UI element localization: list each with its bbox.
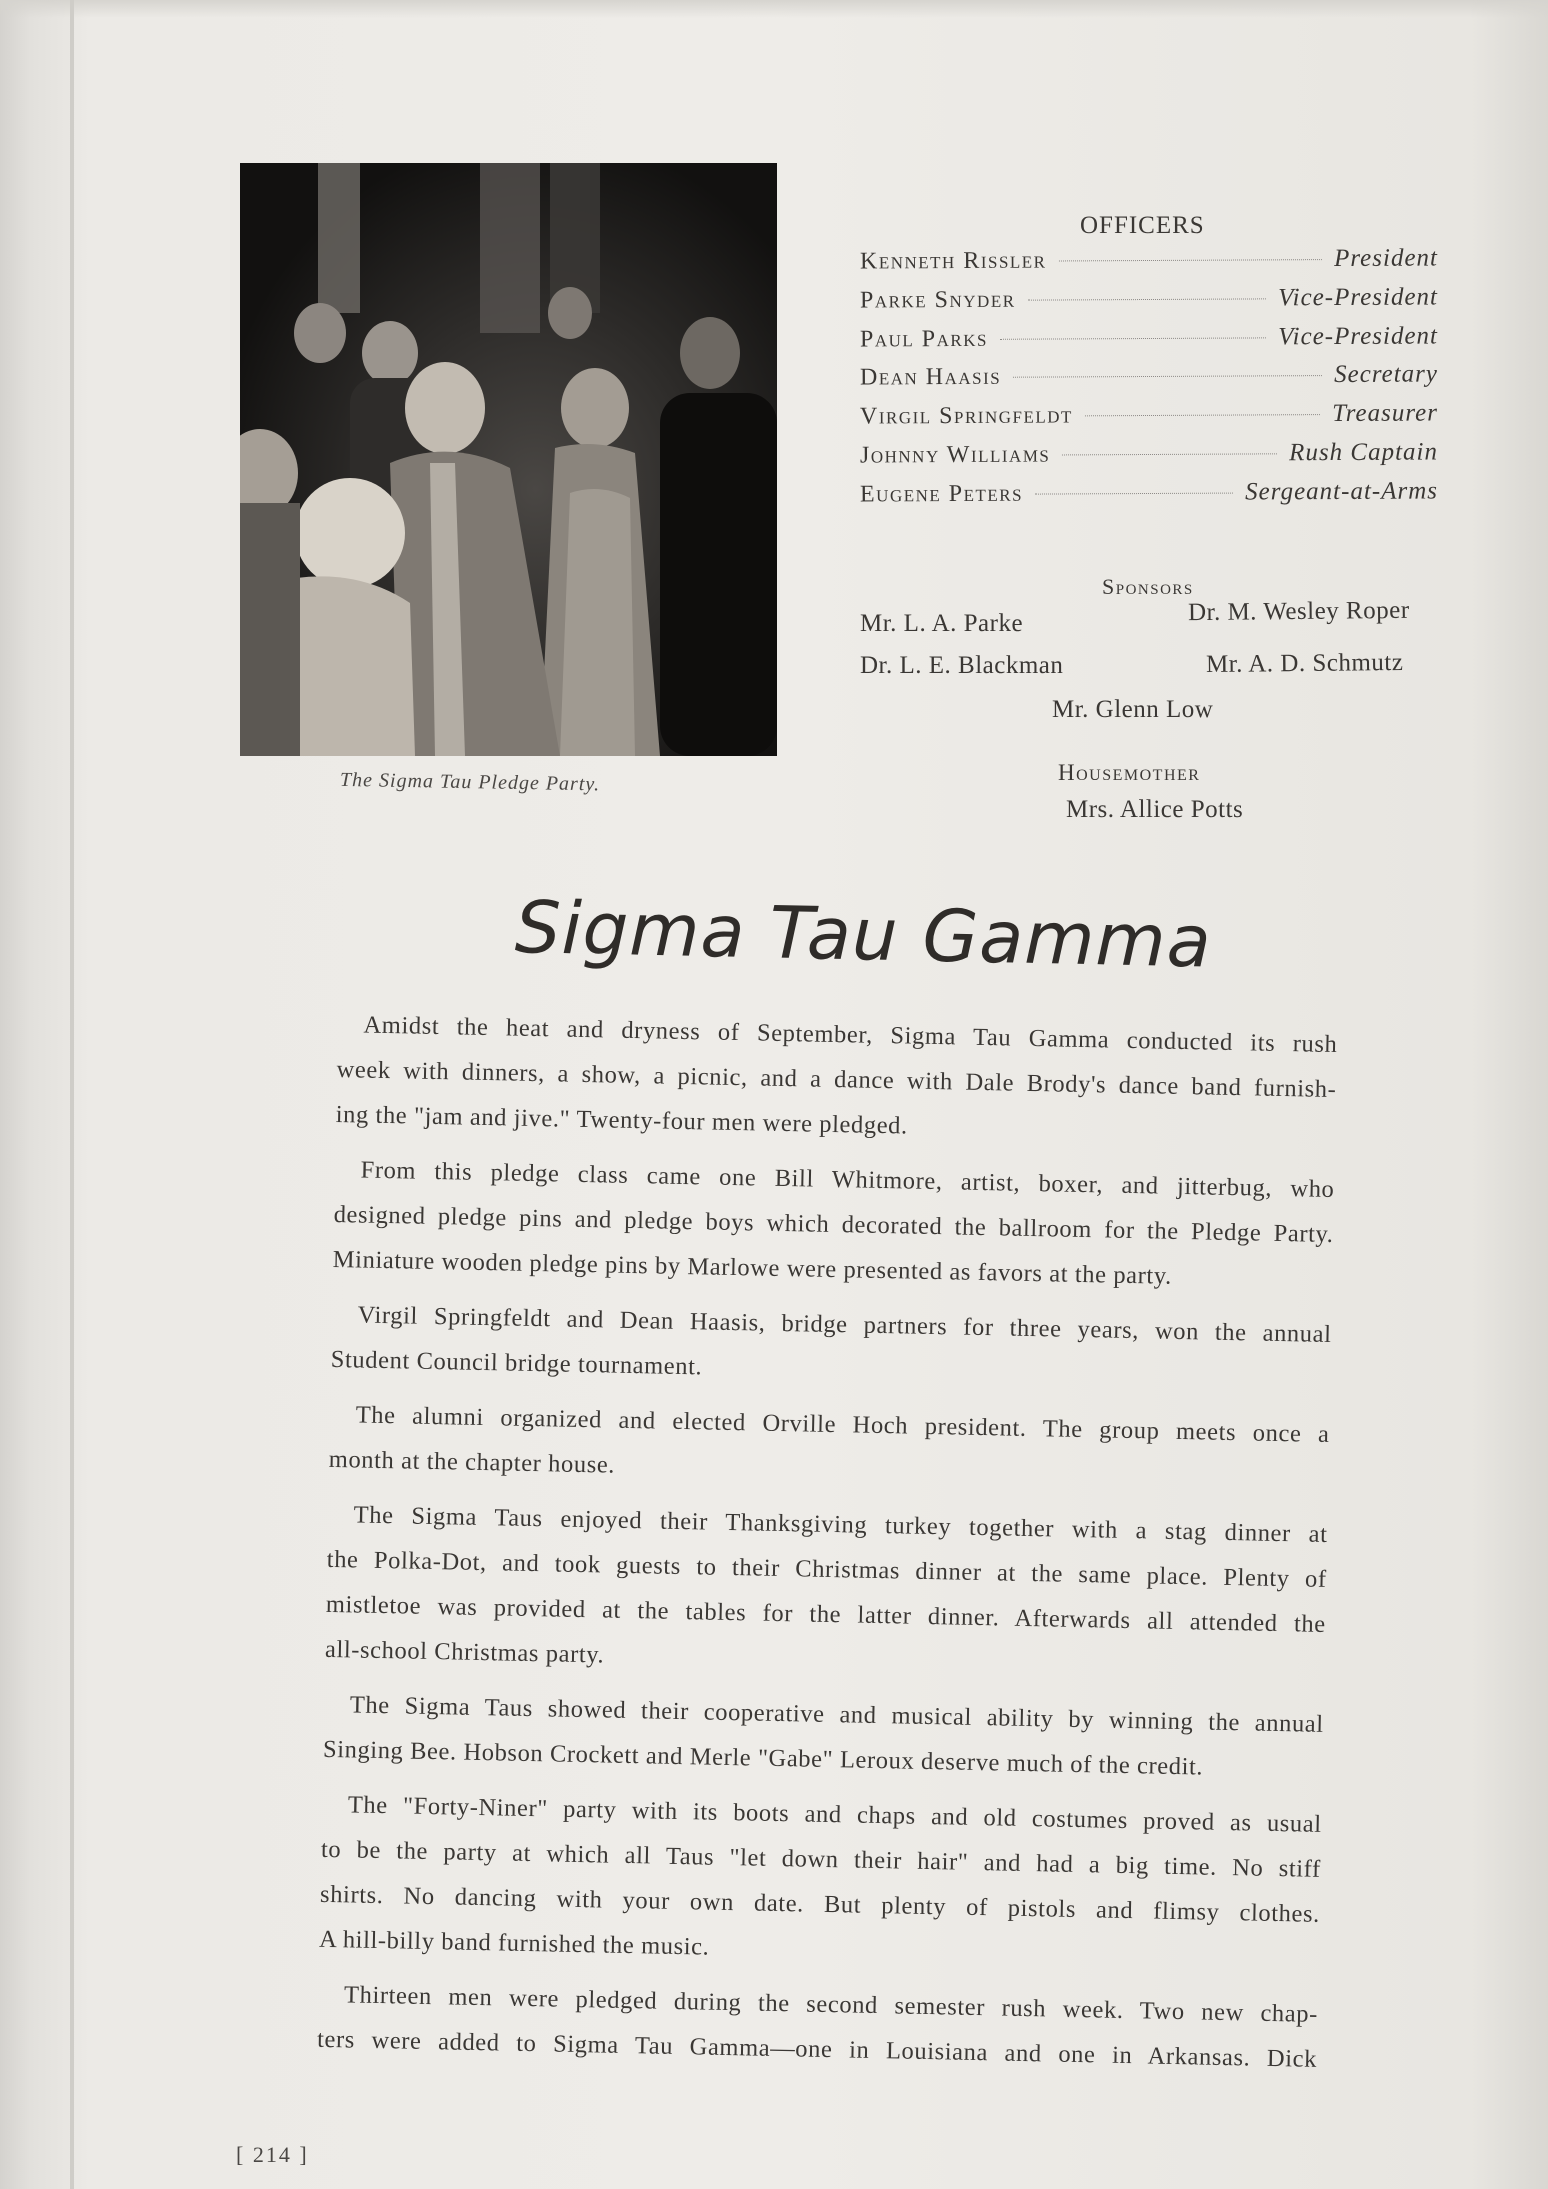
text-line: week with dinners, a show, a picnic, and a dance with Dale Brody's dance band furnish- — [336, 1055, 1337, 1104]
text-line: From this pledge class came one Bill Whitmore, artist, boxer, and jitterbug, who — [360, 1156, 1335, 1204]
text-line: all-school Christmas party. — [324, 1635, 605, 1669]
officer-title: Treasurer — [1332, 399, 1439, 428]
page-edge-left — [70, 0, 74, 2189]
sponsor-name: Mr. L. A. Parke — [860, 610, 1024, 637]
leader-dots — [1062, 453, 1277, 455]
page-edge-top — [0, 0, 1548, 18]
article-body — [317, 1002, 1338, 2092]
photo-caption: The Sigma Tau Pledge Party. — [339, 768, 601, 796]
paragraph — [325, 1492, 1328, 1692]
text-line: Amidst the heat and dryness of September, Sigma Tau Gamma conducted its rush — [363, 1011, 1338, 1059]
officer-name: Kenneth Rissler — [859, 247, 1047, 275]
officer-row — [860, 361, 1438, 403]
text-line: The Sigma Taus enjoyed their Thanksgiving turkey together with a stag dinner at — [353, 1501, 1328, 1548]
text-line: shirts. No dancing with your own date. But plenty of pistols and flimsy clothes. — [319, 1880, 1321, 1928]
officer-row — [860, 283, 1438, 325]
paragraph — [323, 1682, 1325, 1792]
leader-dots — [1058, 259, 1322, 261]
text-line: ing the "jam and jive." Twenty-four men were pledged. — [335, 1100, 909, 1140]
officer-title: Vice-President — [1278, 322, 1439, 350]
officer-title: Sergeant-at-Arms — [1245, 477, 1439, 506]
text-line: month at the chapter house. — [328, 1445, 616, 1479]
sponsor-name: Dr. L. E. Blackman — [860, 652, 1064, 679]
officer-row — [860, 244, 1438, 286]
officer-title: Rush Captain — [1289, 438, 1439, 467]
sponsor-name: Dr. M. Wesley Roper — [1187, 596, 1410, 627]
paragraph — [332, 1147, 1335, 1302]
officer-title: Secretary — [1334, 360, 1439, 389]
text-line: The "Forty-Niner" party with its boots and chaps and old costumes proved as usual — [347, 1791, 1322, 1838]
paragraph — [319, 1782, 1322, 1982]
text-line: Singing Bee. Hobson Crockett and Merle "Gabe" Leroux deserve much of the credit. — [322, 1735, 1204, 1781]
leader-dots — [1000, 337, 1266, 339]
officer-row — [860, 477, 1438, 519]
text-line: ters were added to Sigma Tau Gamma—one in Louisiana and one in Arkansas. Dick — [316, 2025, 1318, 2073]
officer-name: Dean Haasis — [859, 364, 1002, 391]
text-line: designed pledge pins and pledge boys which decorated the ballroom for the Pledge Party. — [333, 1200, 1334, 1249]
officers-heading: OFFICERS — [1080, 212, 1205, 239]
officer-row — [860, 322, 1438, 364]
officer-name: Paul Parks — [859, 325, 989, 353]
text-line: to be the party at which all Taus "let down their hair" and had a big time. No stiff — [320, 1835, 1322, 1883]
text-line: Virgil Springfeldt and Dean Haasis, bridge partners for three years, won the annual — [357, 1301, 1332, 1349]
text-line: The Sigma Taus showed their cooperative and musical ability by winning the annual — [349, 1691, 1324, 1738]
officer-row — [860, 438, 1438, 480]
paragraph — [328, 1392, 1330, 1502]
officer-name: Eugene Peters — [859, 480, 1024, 508]
paragraph — [335, 1002, 1338, 1157]
officers-list — [860, 246, 1438, 518]
leader-dots — [1035, 492, 1233, 494]
officer-name: Virgil Springfeldt — [859, 402, 1073, 430]
text-line: Student Council bridge tournament. — [330, 1345, 703, 1381]
text-line: Thirteen men were pledged during the second semester rush week. Two new chap- — [343, 1981, 1319, 2028]
officer-row — [860, 400, 1438, 442]
text-line: the Polka-Dot, and took guests to their Christmas dinner at the same place. Plenty of — [326, 1545, 1327, 1593]
text-line: Miniature wooden pledge pins by Marlowe were presented as favors at the party. — [332, 1245, 1173, 1290]
page-title: Sigma Tau Gamma — [514, 885, 1213, 984]
pledge-party-photo — [240, 163, 777, 756]
photo-image — [240, 163, 777, 756]
officer-title: President — [1334, 244, 1439, 273]
officer-name: Parke Snyder — [859, 286, 1016, 314]
page-number: [ 214 ] — [236, 2142, 309, 2167]
sponsors-heading: Sponsors — [1102, 574, 1194, 599]
text-line: The alumni organized and elected Orville Hoch president. The group meets once a — [355, 1401, 1330, 1448]
sponsor-name: Mr. Glenn Low — [1052, 696, 1214, 723]
leader-dots — [1013, 375, 1322, 378]
housemother-heading: Housemother — [1058, 760, 1201, 785]
text-line: A hill-billy band furnished the music. — [318, 1925, 710, 1961]
sponsor-name: Mr. A. D. Schmutz — [1205, 648, 1404, 679]
paragraph — [317, 1972, 1319, 2082]
officer-name: Johnny Williams — [859, 441, 1051, 469]
officer-title: Vice-President — [1278, 283, 1439, 312]
paragraph — [330, 1292, 1332, 1402]
housemother-name: Mrs. Allice Potts — [1066, 796, 1244, 823]
leader-dots — [1028, 298, 1267, 300]
leader-dots — [1085, 414, 1320, 416]
text-line: mistletoe was provided at the tables for the latter dinner. Afterwards all attended the — [325, 1590, 1326, 1638]
